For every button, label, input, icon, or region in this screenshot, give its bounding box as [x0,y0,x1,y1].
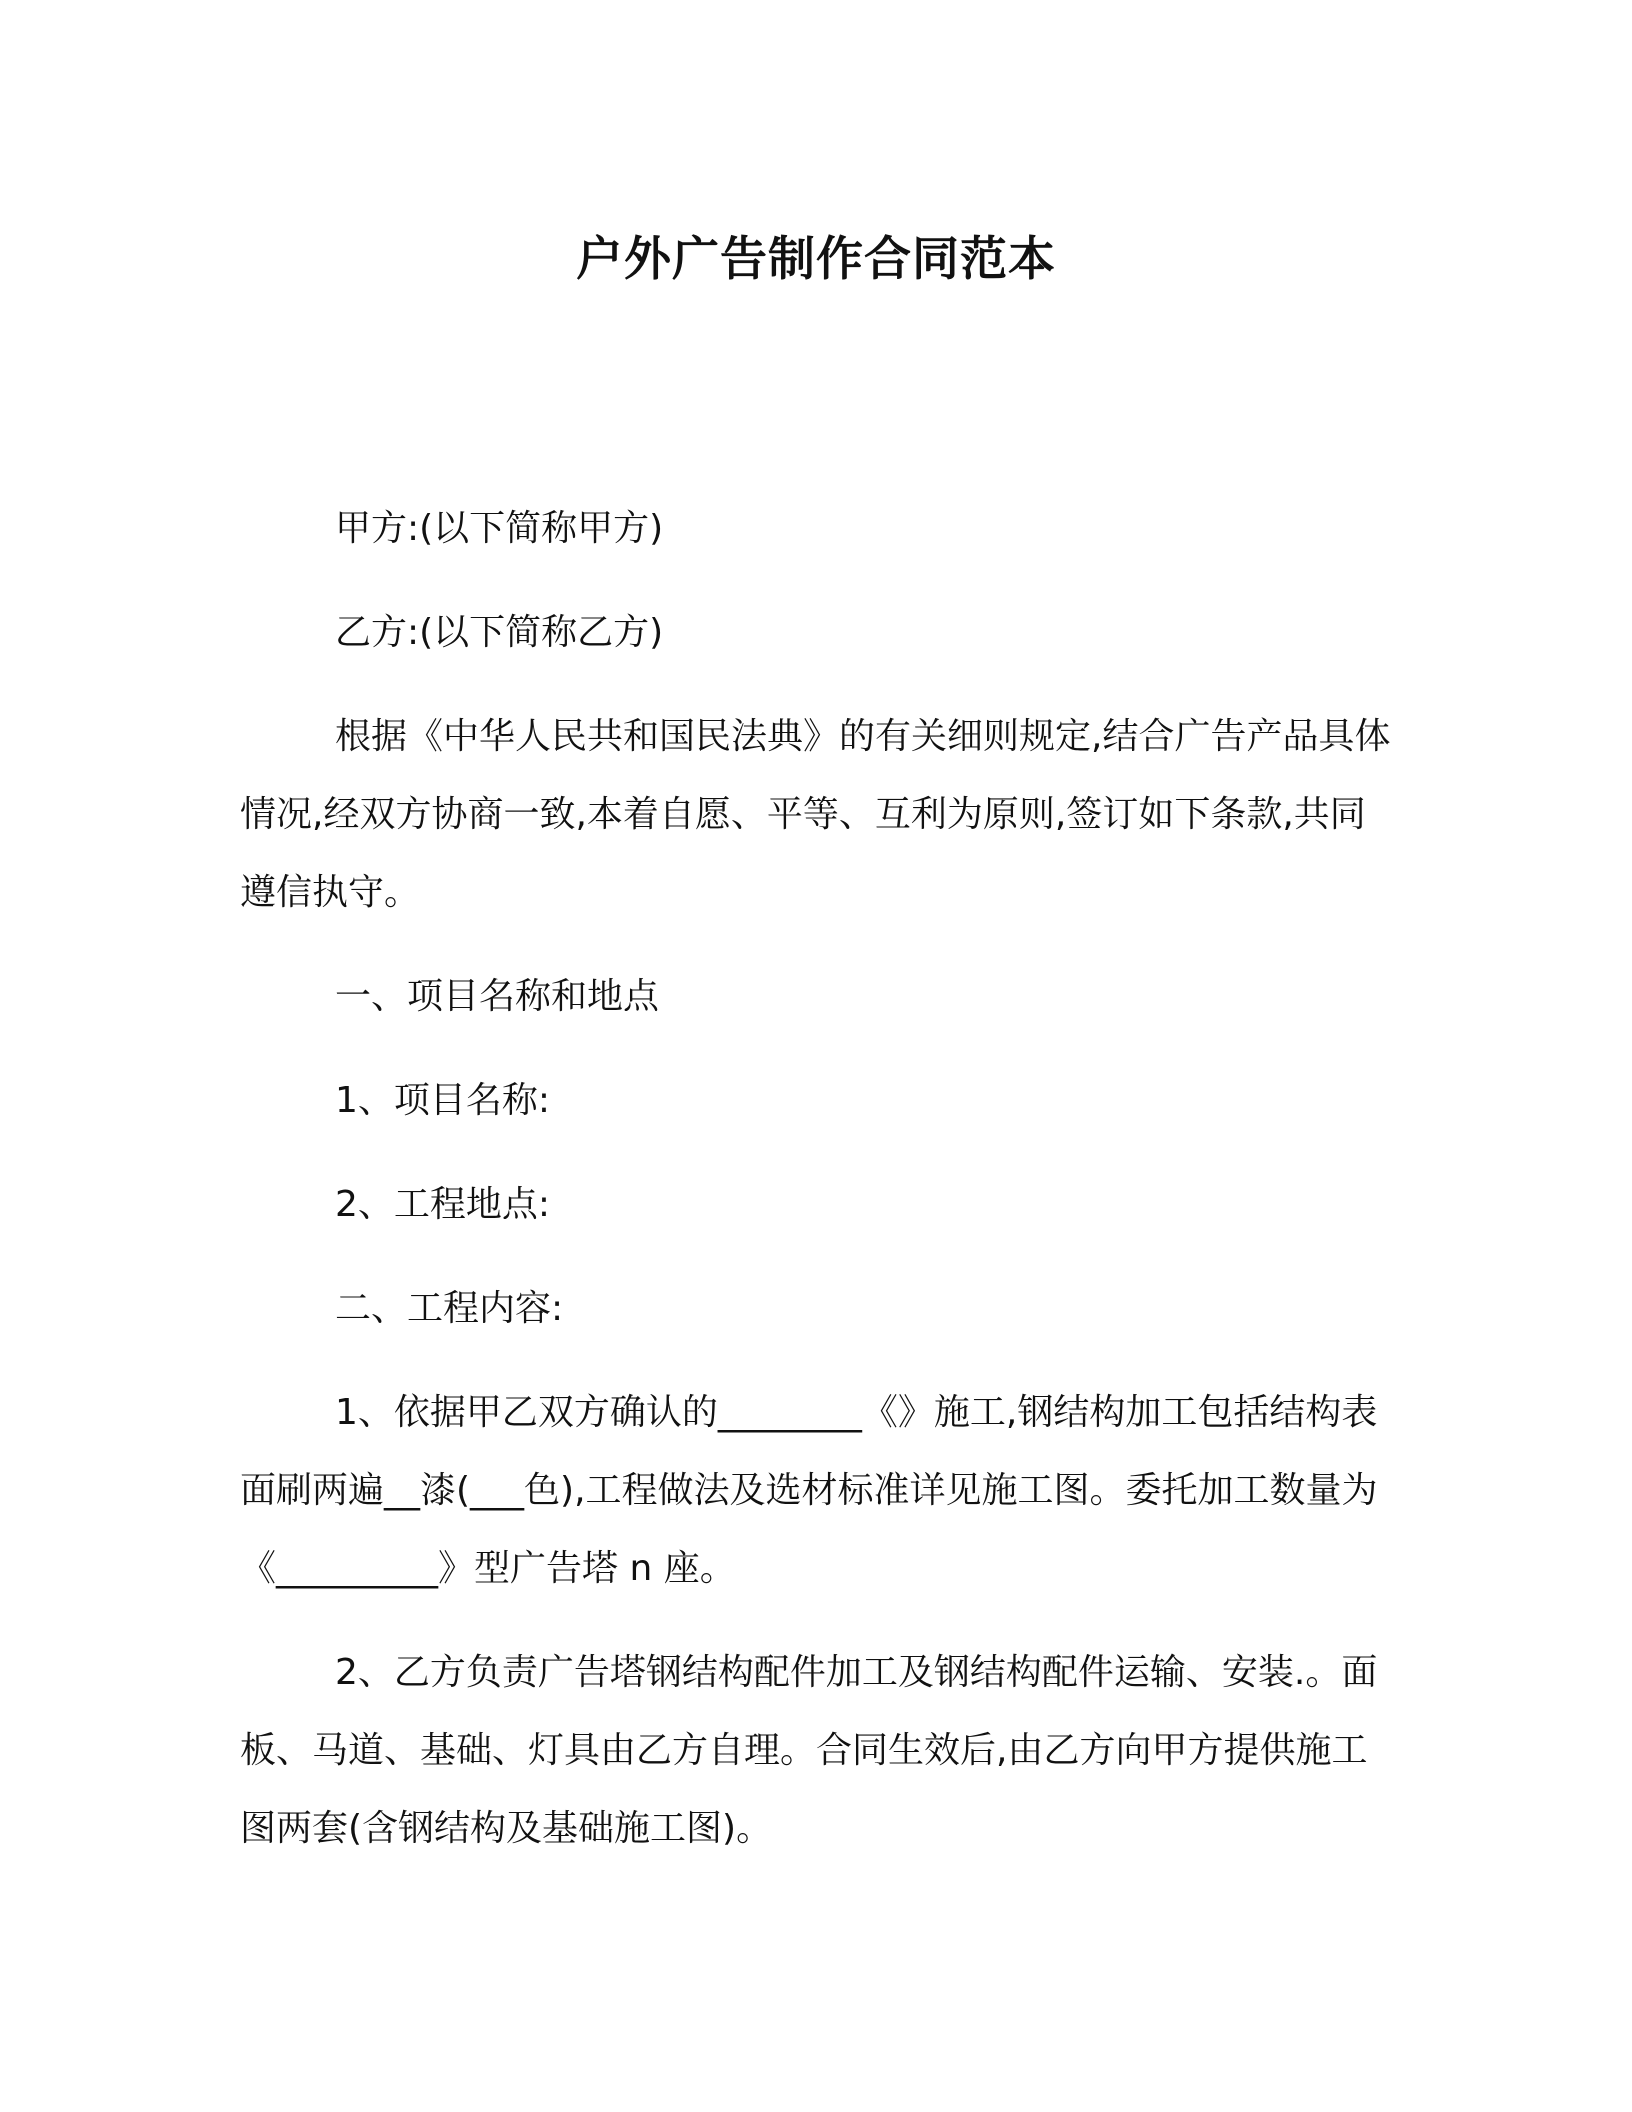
work-content-item-2: 2、乙方负责广告塔钢结构配件加工及钢结构配件运输、安装.。面板、马道、基础、灯具由乙方自理。合同生效后,由乙方向甲方提供施工图两套(含钢结构及基础施工图)。 [240,1652,1378,1849]
project-location-line: 2、工程地点: [335,1184,551,1225]
project-name-line: 1、项目名称: [335,1080,551,1121]
document-body [240,490,1400,1894]
party-b-line: 乙方:(以下简称乙方) [335,612,664,653]
section-heading-2: 二、工程内容: [335,1288,564,1329]
section-heading-1: 一、项目名称和地点 [335,976,660,1017]
work-content-item-1: 1、依据甲乙双方确认的________《》施工,钢结构加工包括结构表面刷两遍__漆(___色),工程做法及选材标准详见施工图。委托加工数量为《_________》型广告塔 n 座。 [240,1392,1378,1589]
preamble-paragraph: 根据《中华人民共和国民法典》的有关细则规定,结合广告产品具体情况,经双方协商一致,本着自愿、平等、互利为原则,签订如下条款,共同遵信执守。 [240,716,1391,913]
party-a-line: 甲方:(以下简称甲方) [335,508,664,549]
document-title: 户外广告制作合同范本 [576,232,1056,287]
